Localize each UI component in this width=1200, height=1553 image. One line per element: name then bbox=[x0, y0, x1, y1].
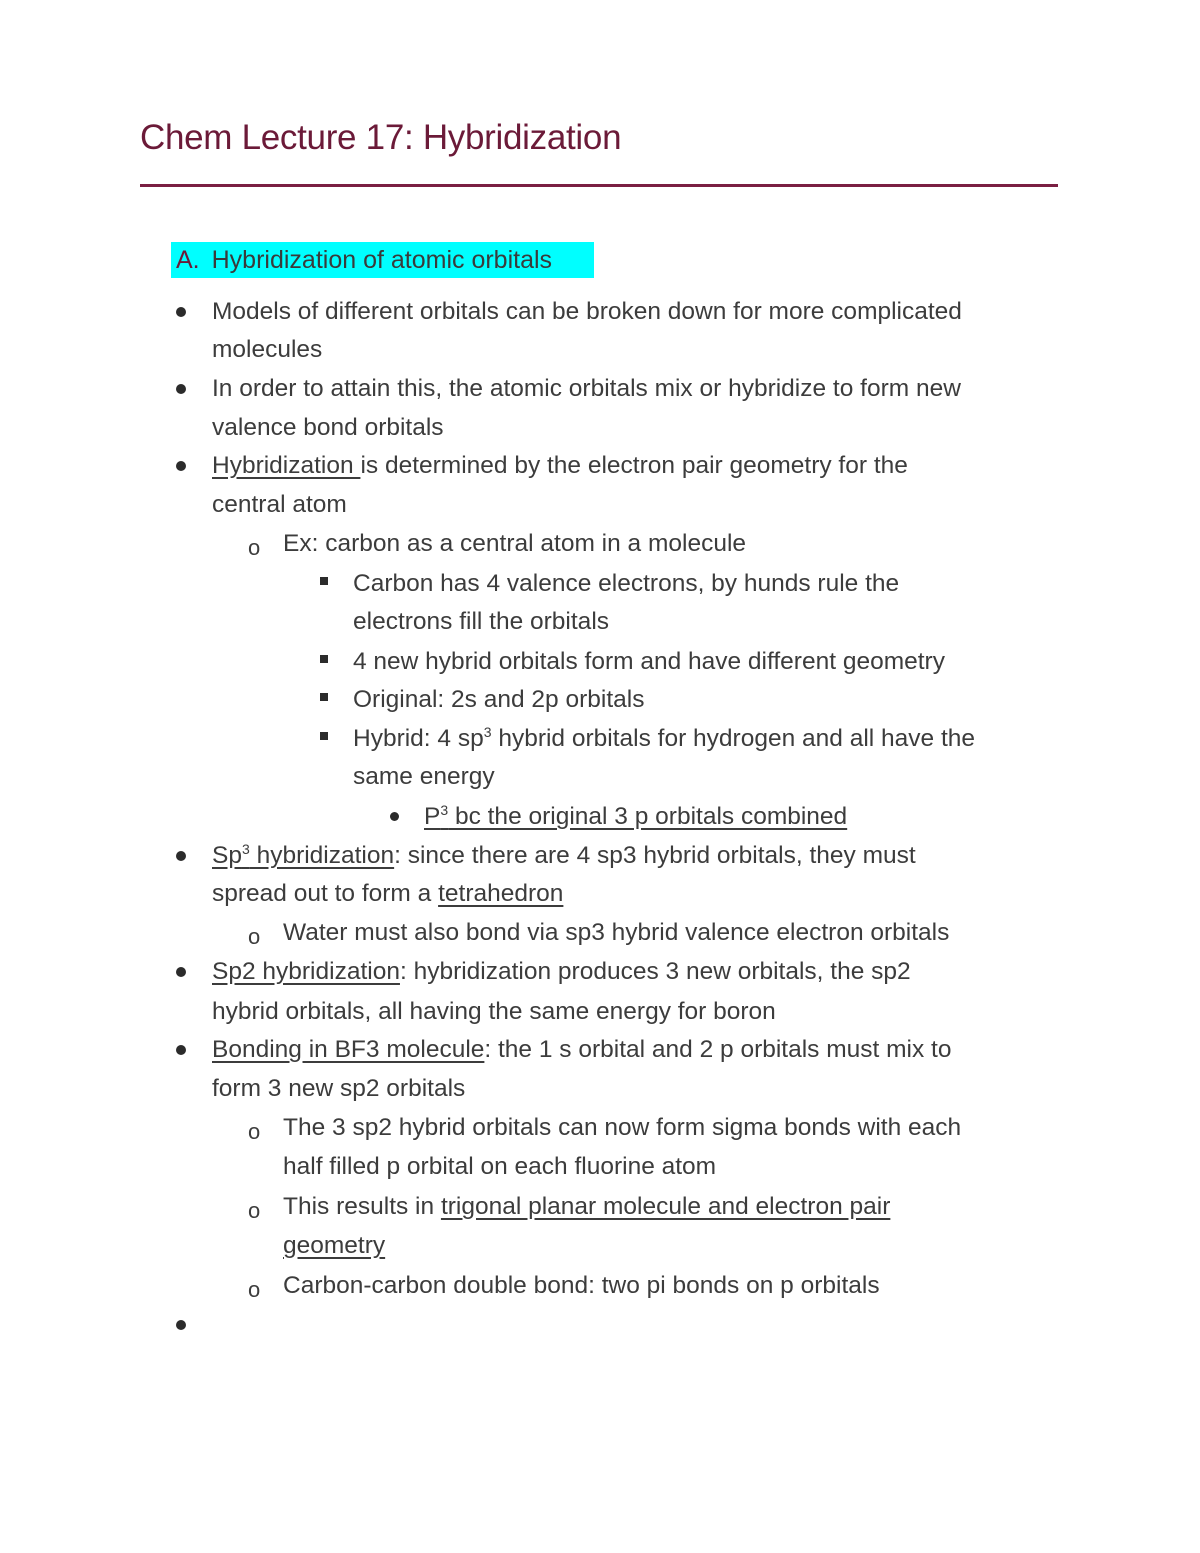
list-item-text: : since there are 4 sp3 hybrid orbitals, they must bbox=[394, 842, 916, 869]
term-geometry: geometry bbox=[283, 1232, 386, 1259]
list-item-text: Carbon-carbon double bond: two pi bonds on p orbitals bbox=[283, 1272, 880, 1299]
list-item-text: hybrid orbitals, all having the same energy for boron bbox=[212, 998, 776, 1025]
bullet-icon bbox=[176, 851, 186, 861]
list-item-text: is determined by the electron pair geometry for the bbox=[360, 452, 908, 479]
bullet-icon bbox=[176, 384, 186, 394]
list-item-text: half filled p orbital on each fluorine atom bbox=[283, 1153, 717, 1180]
circle-bullet-icon: o bbox=[248, 1119, 261, 1144]
term-bonding-bf3: Bonding in BF3 molecule bbox=[212, 1036, 485, 1063]
list-item bbox=[212, 952, 911, 991]
list-item bbox=[212, 292, 962, 331]
list-item-text: central atom bbox=[212, 491, 347, 518]
list-item-text: molecules bbox=[212, 336, 323, 363]
list-item-text: same energy bbox=[353, 763, 495, 790]
page-title: Chem Lecture 17: Hybridization bbox=[140, 118, 622, 157]
term-hybridization: Hybridization bbox=[212, 452, 361, 479]
sub-sub-list-item bbox=[353, 719, 975, 758]
square-bullet-icon bbox=[320, 693, 328, 701]
sub-sub-list-item bbox=[353, 642, 945, 681]
title-divider bbox=[140, 184, 1058, 187]
list-item-continuation bbox=[212, 874, 563, 913]
circle-bullet-icon: o bbox=[248, 1198, 261, 1223]
list-item-text: In order to attain this, the atomic orbitals mix or hybridize to form new bbox=[212, 375, 961, 402]
list-item-continuation bbox=[283, 1147, 716, 1186]
list-item-text: electrons fill the orbitals bbox=[353, 608, 610, 635]
list-item-continuation bbox=[212, 408, 444, 447]
term-sp3-hybridization bbox=[212, 842, 394, 869]
term-sp2-hybridization: Sp2 hybridization bbox=[212, 958, 400, 985]
circle-bullet-icon: o bbox=[248, 535, 261, 560]
term-trigonal-planar: trigonal planar molecule and electron pair bbox=[440, 1193, 891, 1220]
term-tetrahedron: tetrahedron bbox=[438, 880, 564, 907]
sub-list-item bbox=[283, 524, 746, 563]
bullet-icon bbox=[176, 967, 186, 977]
bullet-icon bbox=[176, 1320, 186, 1330]
list-item-continuation bbox=[212, 992, 776, 1031]
square-bullet-icon bbox=[320, 655, 328, 663]
bullet-icon bbox=[390, 812, 399, 821]
list-item-text: Original: 2s and 2p orbitals bbox=[353, 686, 645, 713]
circle-bullet-icon: o bbox=[248, 1277, 261, 1302]
list-item-text: Hybrid: 4 sp bbox=[353, 725, 484, 752]
list-item bbox=[212, 1030, 951, 1069]
bullet-icon bbox=[176, 461, 186, 471]
sub-sub-list-item bbox=[353, 680, 644, 719]
list-item-text: This results in bbox=[283, 1193, 441, 1220]
list-item-text: Ex: carbon as a central atom in a molecule bbox=[283, 530, 747, 557]
list-item-text: : the 1 s orbital and 2 p orbitals must mix to bbox=[484, 1036, 952, 1063]
list-item-continuation bbox=[212, 485, 347, 524]
list-item-text: hybridization bbox=[249, 842, 395, 869]
square-bullet-icon bbox=[320, 732, 328, 740]
list-item-text: Sp bbox=[212, 842, 242, 869]
list-item-text: P bbox=[424, 803, 441, 830]
superscript: 3 bbox=[440, 801, 449, 818]
list-item-text: spread out to form a bbox=[212, 880, 439, 907]
list-item-text: Carbon has 4 valence electrons, by hunds rule the bbox=[353, 570, 900, 597]
list-item bbox=[212, 836, 916, 875]
list-item-text: form 3 new sp2 orbitals bbox=[212, 1075, 466, 1102]
bullet-icon bbox=[176, 1045, 186, 1055]
sub-list-item bbox=[283, 1266, 880, 1305]
list-item bbox=[212, 369, 961, 408]
section-heading bbox=[171, 242, 594, 278]
list-item-text: 4 new hybrid orbitals form and have different geometry bbox=[353, 648, 945, 675]
circle-bullet-icon: o bbox=[248, 924, 261, 949]
list-item-continuation bbox=[212, 330, 322, 369]
list-item-continuation bbox=[353, 602, 609, 641]
sub-list-item bbox=[283, 1108, 961, 1147]
list-item-text: valence bond orbitals bbox=[212, 414, 444, 441]
list-item-text: The 3 sp2 hybrid orbitals can now form sigma bonds with each bbox=[283, 1114, 962, 1141]
sub-list-item bbox=[283, 1187, 890, 1226]
superscript: 3 bbox=[483, 723, 492, 740]
list-item-text: Models of different orbitals can be broken down for more complicated bbox=[212, 298, 962, 325]
list-item-text: bc the original 3 p orbitals combined bbox=[448, 803, 848, 830]
underlined-note bbox=[424, 803, 847, 830]
superscript: 3 bbox=[241, 840, 250, 857]
sub-sub-list-item bbox=[353, 564, 899, 603]
list-item-continuation bbox=[212, 1069, 465, 1108]
list-item bbox=[212, 446, 908, 485]
list-item-continuation bbox=[353, 757, 495, 796]
square-bullet-icon bbox=[320, 577, 328, 585]
sub-sub-sub-list-item bbox=[424, 797, 847, 836]
sub-list-item bbox=[283, 913, 949, 952]
list-item-text: : hybridization produces 3 new orbitals, the sp2 bbox=[399, 958, 911, 985]
bullet-icon bbox=[176, 307, 186, 317]
list-item-text: Water must also bond via sp3 hybrid valence electron orbitals bbox=[283, 919, 950, 946]
list-item-text: hybrid orbitals for hydrogen and all have the bbox=[491, 725, 976, 752]
list-item-continuation bbox=[283, 1226, 385, 1265]
section-heading-text: Hybridization of atomic orbitals bbox=[211, 246, 553, 274]
section-marker: A. bbox=[176, 246, 200, 274]
